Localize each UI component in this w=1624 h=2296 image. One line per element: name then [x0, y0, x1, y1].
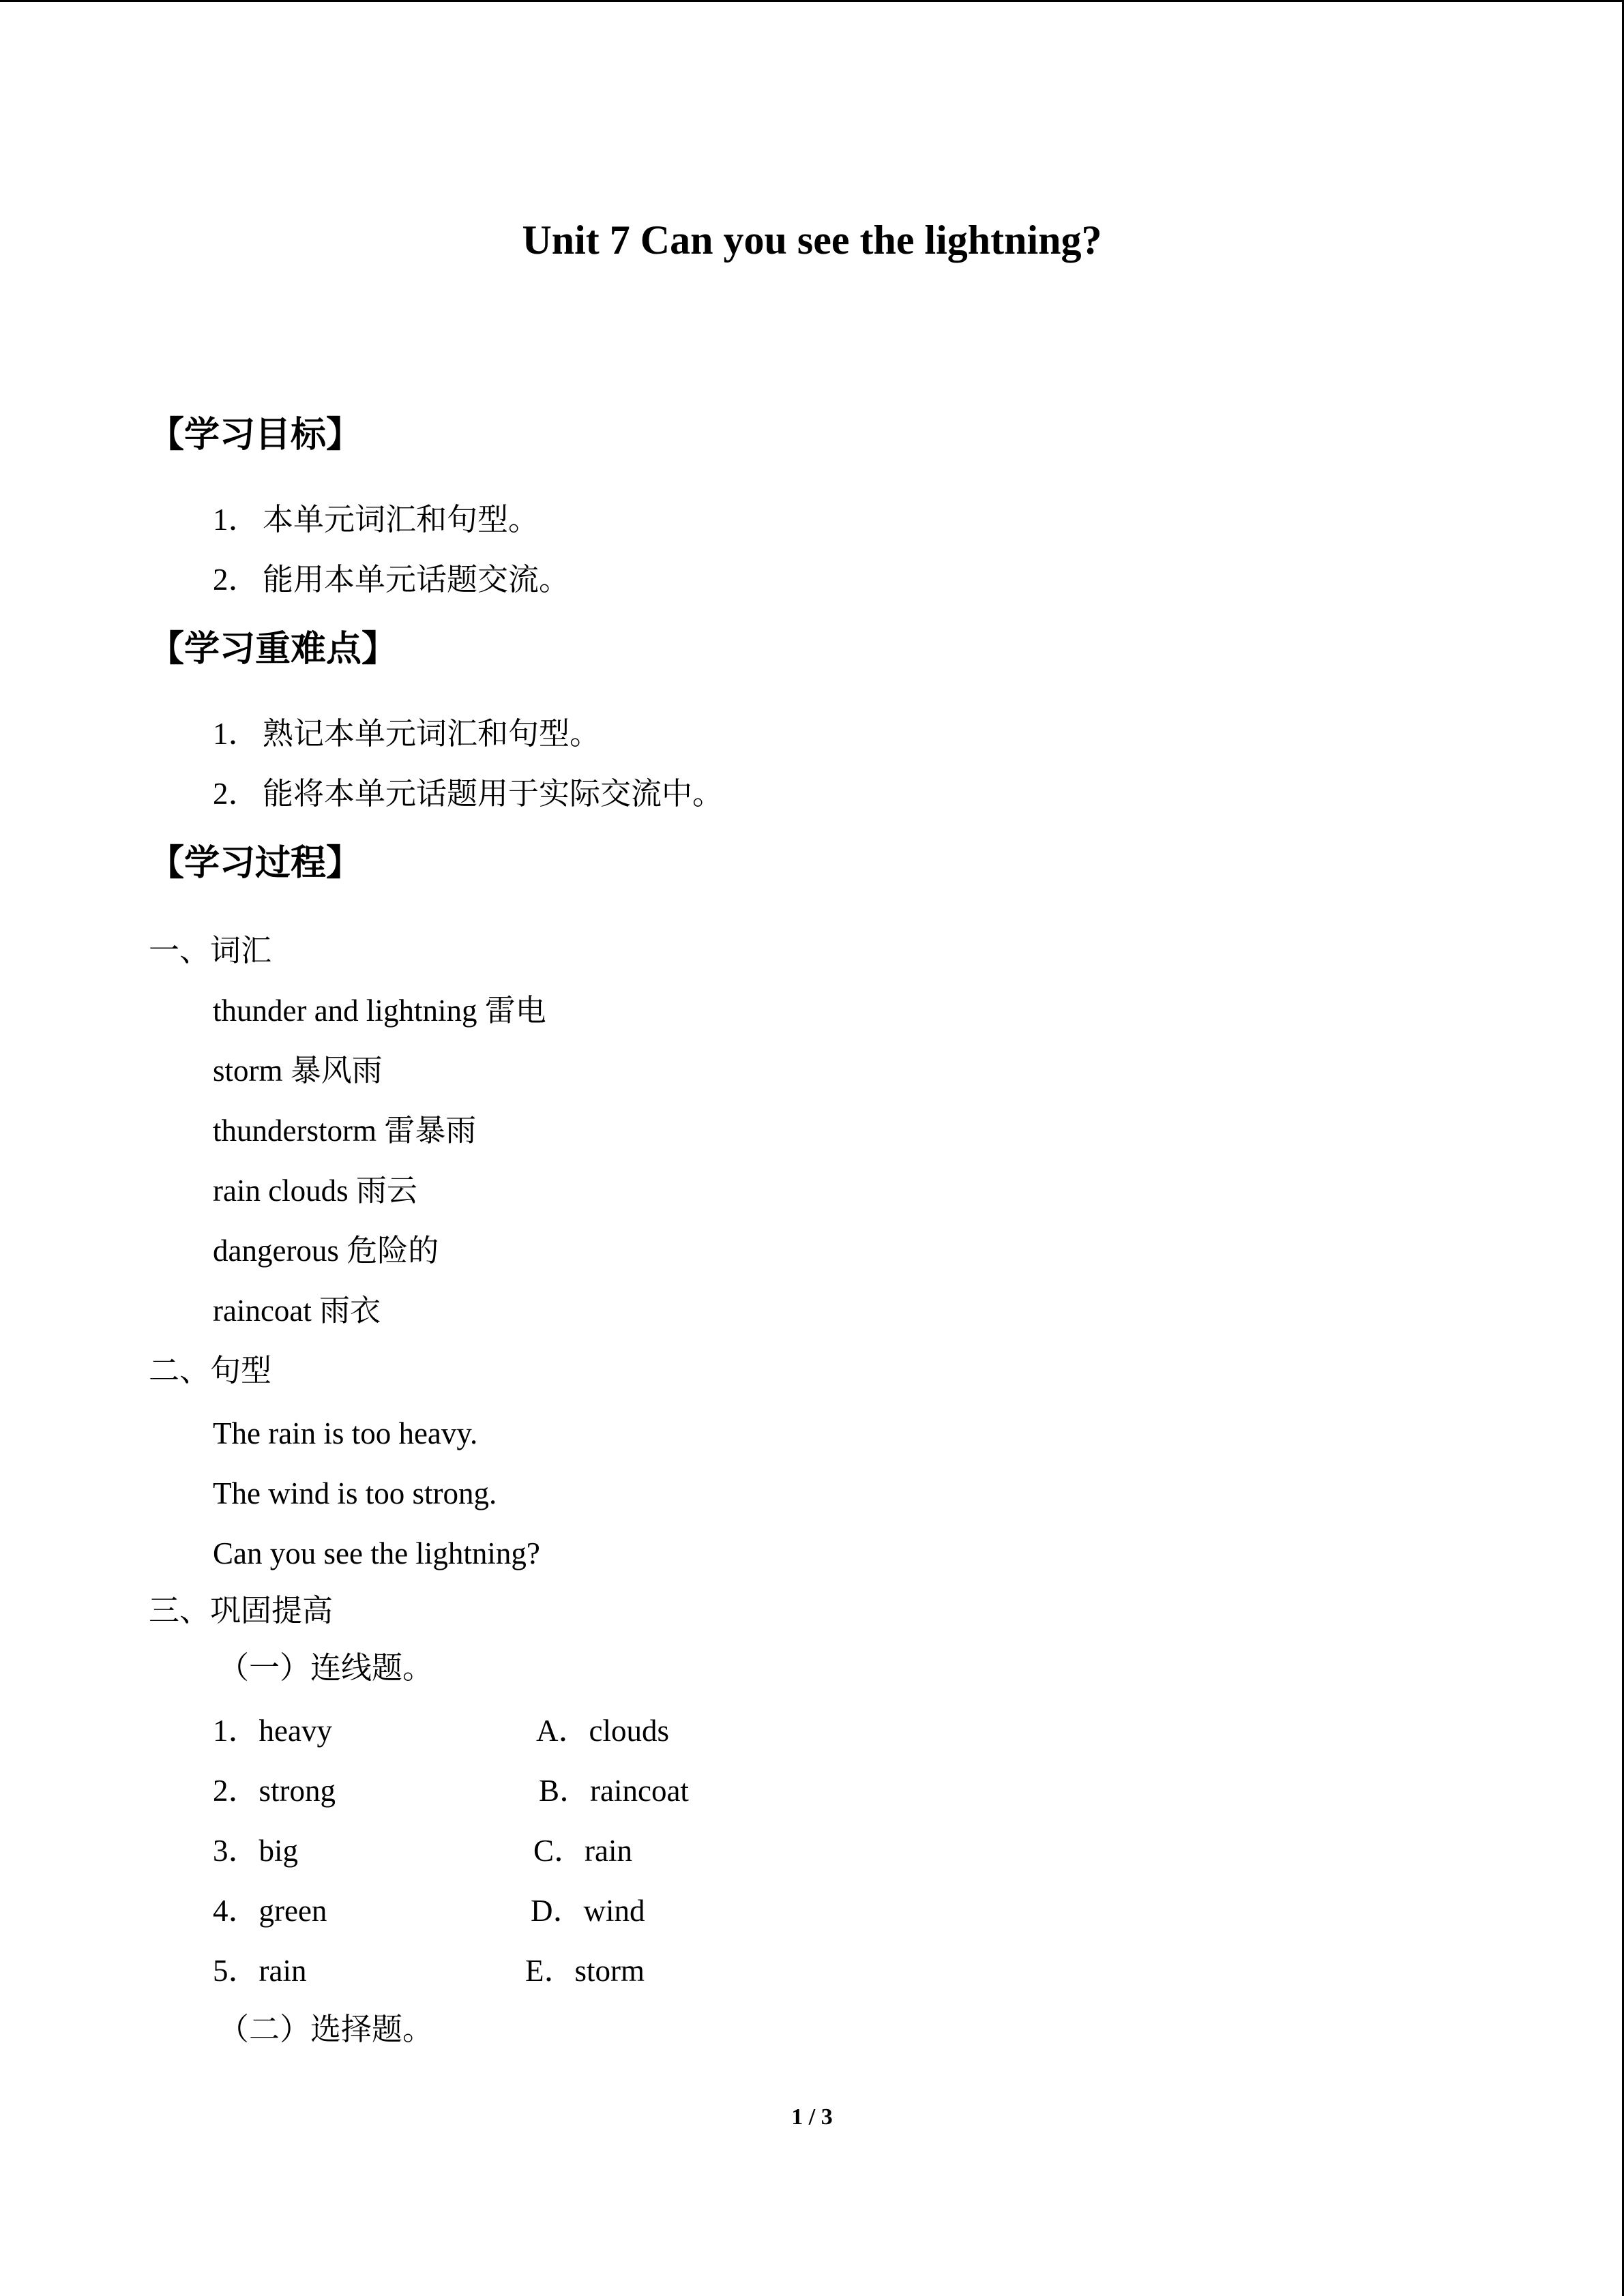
matching-label: （一）连线题。 — [218, 1651, 434, 1685]
key-point-num: 1． — [213, 717, 259, 751]
objectives-heading: 【学习目标】 — [149, 415, 362, 456]
objective-text: 能用本单元话题交流。 — [263, 563, 570, 597]
practice-label: 三、巩固提高 — [149, 1594, 334, 1628]
process-heading: 【学习过程】 — [149, 843, 362, 884]
page-title: Unit 7 Can you see the lightning? — [522, 218, 1102, 263]
sentence-item: The rain is too heavy. — [213, 1416, 478, 1450]
vocab-item: raincoat 雨衣 — [213, 1294, 381, 1328]
vocab-label: 一、词汇 — [149, 934, 272, 968]
top-border — [0, 0, 1624, 2]
sentences-label: 二、句型 — [149, 1354, 272, 1388]
matching-left: 4．green — [213, 1894, 327, 1928]
key-point-item — [213, 779, 723, 809]
vocab-item: storm 暴风雨 — [213, 1054, 383, 1088]
matching-right: C．rain — [533, 1834, 632, 1868]
matching-right: A．clouds — [536, 1714, 669, 1748]
objective-text: 本单元词汇和句型。 — [263, 503, 540, 537]
objective-item — [213, 565, 570, 595]
matching-left: 5．rain — [213, 1954, 307, 1988]
key-points-heading: 【学习重难点】 — [149, 629, 398, 670]
vocab-item: dangerous 危险的 — [213, 1234, 439, 1268]
matching-right: E．storm — [525, 1954, 645, 1988]
key-point-text: 能将本单元话题用于实际交流中。 — [263, 777, 724, 811]
vocab-item: thunderstorm 雷暴雨 — [213, 1114, 477, 1148]
key-point-item — [213, 719, 600, 749]
sentence-item: The wind is too strong. — [213, 1476, 497, 1510]
key-point-text: 熟记本单元词汇和句型。 — [263, 717, 601, 751]
page-number: 1 / 3 — [791, 2104, 833, 2130]
objective-item — [213, 505, 539, 535]
vocab-item: thunder and lightning 雷电 — [213, 994, 546, 1028]
matching-left: 1．heavy — [213, 1714, 332, 1748]
matching-right: B．raincoat — [539, 1774, 689, 1808]
matching-left: 2．strong — [213, 1774, 336, 1808]
objective-num: 1． — [213, 503, 259, 537]
key-point-num: 2． — [213, 777, 259, 811]
objective-num: 2． — [213, 563, 259, 597]
matching-left: 3．big — [213, 1834, 299, 1868]
choice-label: （二）选择题。 — [218, 2012, 434, 2046]
matching-right: D．wind — [531, 1894, 645, 1928]
sentence-item: Can you see the lightning? — [213, 1536, 540, 1570]
vocab-item: rain clouds 雨云 — [213, 1174, 417, 1208]
